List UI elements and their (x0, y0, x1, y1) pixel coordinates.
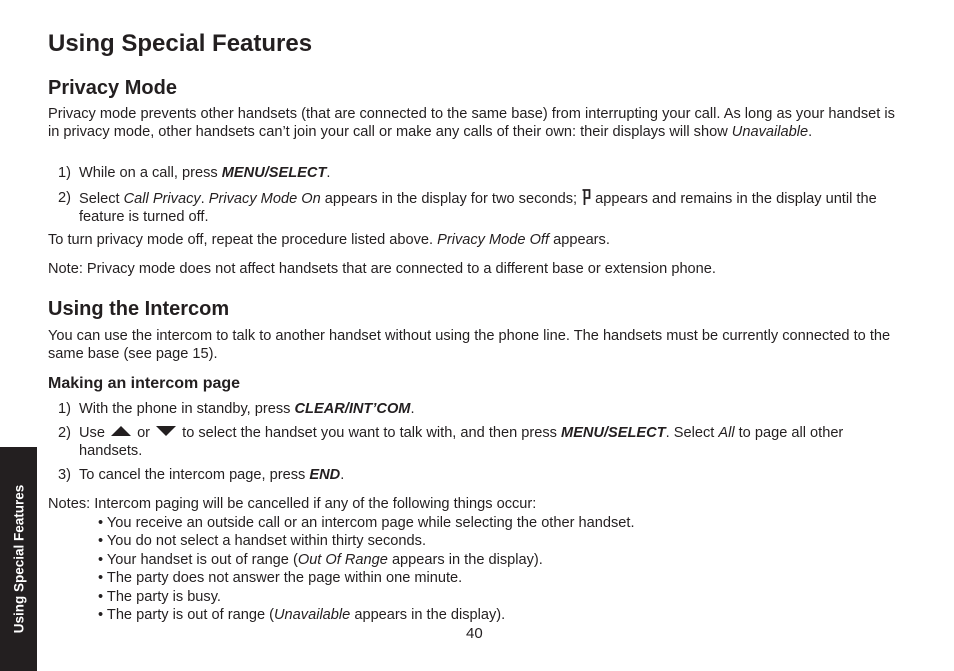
up-arrow-icon (111, 426, 131, 436)
list-item: • You do not select a handset within thirty seconds. (98, 533, 427, 550)
intercom-notes-list (98, 514, 858, 624)
clear-intcom-key: CLEAR/INT’COM (294, 401, 411, 417)
intercom-intro: You can use the intercom to talk to another handset without using the phone line. The handsets must be currently connected to the same base (see page 15). (48, 328, 891, 363)
intercom-step-3: 3) To cancel the intercom page, press END. (58, 467, 345, 483)
intercom-notes-label: Notes: Intercom paging will be cancelled if any of the following things occur: (48, 496, 537, 512)
privacy-off-text: To turn privacy mode off, repeat the procedure listed above. Privacy Mode Off appears. (48, 232, 610, 248)
privacy-icon (581, 189, 591, 206)
intercom-heading: Using the Intercom (48, 298, 230, 320)
list-item: • Your handset is out of range (Out Of Range appears in the display). (98, 551, 543, 568)
menu-select-key: MENU/SELECT (561, 425, 666, 441)
page-number: 40 (466, 625, 483, 642)
down-arrow-icon (156, 426, 176, 436)
list-item: • The party is busy. (98, 588, 221, 605)
intercom-step-1: 1) With the phone in standby, press CLEAR/INT’COM. (58, 401, 415, 417)
privacy-intro: Privacy mode prevents other handsets (that are connected to the same base) from interrupting your call. As long as your handset is in privacy mode, other handsets can’t join your call or make any calls of their own: their displays will show Unavailable. (48, 106, 895, 141)
list-item: • The party is out of range (Unavailable appears in the display). (98, 607, 506, 624)
side-tab-label: Using Special Features (11, 484, 26, 634)
privacy-step-1: 1) While on a call, press MENU/SELECT. (58, 165, 331, 181)
list-item: • You receive an outside call or an intercom page while selecting the other handset. (98, 515, 635, 531)
privacy-step-2: 2) Select Call Privacy. Privacy Mode On appears in the display for two seconds; appears and remains in the display until the feature is turned off. (58, 190, 877, 226)
intercom-step-2: 2) Use or to select the handset you want to talk with, and then press MENU/SELECT. Select All to page all other handsets. (58, 425, 844, 460)
privacy-mode-heading: Privacy Mode (48, 77, 177, 99)
menu-select-key: MENU/SELECT (221, 165, 327, 181)
page-title: Using Special Features (48, 30, 313, 57)
privacy-note: Note: Privacy mode does not affect handsets that are connected to a different base or extension phone. (48, 261, 716, 277)
list-item: • The party does not answer the page within one minute. (98, 570, 463, 587)
intercom-subheading: Making an intercom page (48, 375, 241, 392)
side-tab (0, 447, 37, 671)
end-key: END (309, 467, 341, 483)
